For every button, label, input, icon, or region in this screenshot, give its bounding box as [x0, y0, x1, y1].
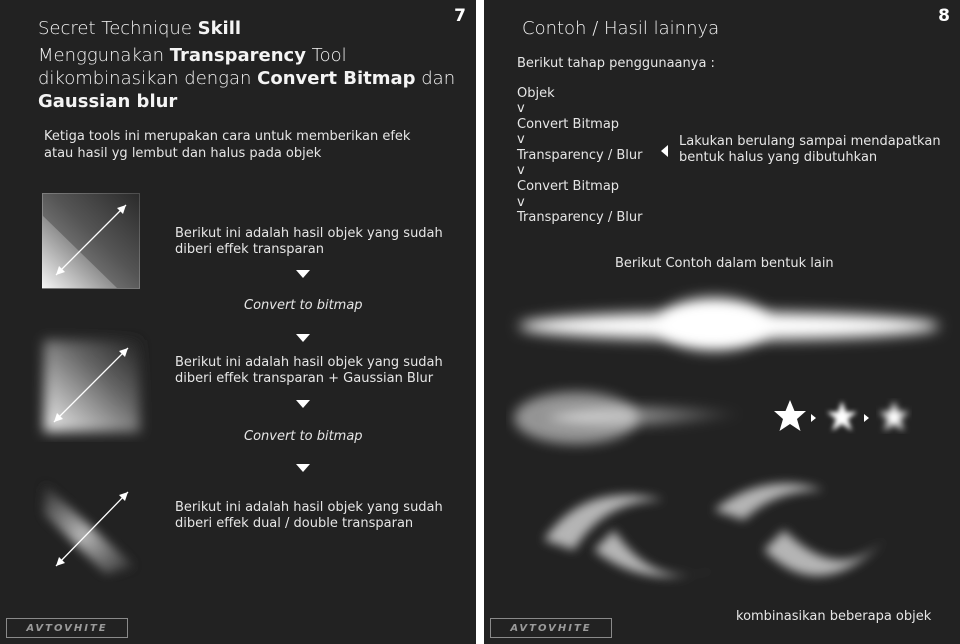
slide-page-7 [0, 0, 476, 644]
step3-line-2: diberi effek dual / double transparan [175, 516, 414, 531]
note-line-1: Lakukan berulang sampai mendapatkan [679, 134, 941, 149]
brand-logo [6, 618, 128, 638]
transparent-square-image [42, 193, 140, 289]
step-item: Transparency / Blur [517, 148, 643, 163]
arrow-right-icon [811, 414, 816, 422]
arrow-right-icon [864, 414, 869, 422]
step-item: Convert Bitmap [517, 179, 620, 194]
step-item: Transparency / Blur [517, 210, 643, 225]
page-title: Contoh / Hasil lainnya [522, 18, 720, 39]
dual-transparent-image [30, 470, 154, 582]
step-item: v [517, 163, 525, 178]
step-item: v [517, 132, 525, 147]
step3-line-1: Berikut ini adalah hasil objek yang sudah [175, 500, 443, 515]
intro-line-1: Ketiga tools ini merupakan cara untuk memberikan efek [44, 129, 411, 144]
title-text: Secret Technique [38, 18, 198, 39]
title-line-2 [38, 45, 347, 66]
title-line-1 [38, 18, 241, 39]
title-text: Menggunakan [38, 45, 170, 66]
swirl-combination-image [524, 470, 924, 610]
brand-logo [490, 618, 612, 638]
step2-line-2: diberi effek transparan + Gaussian Blur [175, 371, 434, 386]
combine-caption: kombinasikan beberapa objek [736, 609, 932, 624]
subtitle: Berikut tahap penggunaanya : [517, 56, 715, 71]
star-soft-icon [820, 396, 864, 440]
title-text: dan [415, 68, 456, 89]
title-bold: Transparency [169, 45, 306, 66]
intro-line-2: atau hasil yg lembut dan halus pada objek [44, 146, 322, 161]
comet-streak-image [506, 378, 756, 458]
arrow-down-icon [296, 400, 310, 408]
title-line-3 [38, 68, 455, 89]
arrow-down-icon [296, 334, 310, 342]
title-bold: Skill [197, 18, 242, 39]
title-text: Tool [305, 45, 347, 66]
page-number: 7 [454, 6, 466, 26]
glow-lens-image [504, 282, 954, 372]
arrow-down-icon [296, 270, 310, 278]
slide-page-8 [484, 0, 960, 644]
star-sharp-icon [770, 398, 810, 438]
step1-line-2: diberi effek transparan [175, 242, 325, 257]
step2-line-1: Berikut ini adalah hasil objek yang sudah [175, 355, 443, 370]
page-number: 8 [938, 6, 950, 26]
example-caption: Berikut Contoh dalam bentuk lain [615, 256, 834, 271]
logo-text: AVTOVHITE [26, 622, 108, 634]
blurred-square-image [30, 326, 152, 442]
title-text: dikombinasikan dengan [38, 68, 258, 89]
logo-text: AVTOVHITE [510, 622, 592, 634]
step-item: Convert Bitmap [517, 117, 620, 132]
title-bold: Convert Bitmap [257, 68, 416, 89]
star-blurred-icon [872, 396, 916, 440]
step1-line-1: Berikut ini adalah hasil objek yang sudah [175, 226, 443, 241]
title-line-4 [38, 91, 177, 112]
arrow-down-icon [296, 464, 310, 472]
convert-label-1: Convert to bitmap [244, 298, 363, 313]
note-line-2: bentuk halus yang dibutuhkan [679, 150, 878, 165]
convert-label-2: Convert to bitmap [244, 429, 363, 444]
title-bold: Gaussian blur [38, 91, 178, 112]
arrow-left-icon [661, 145, 668, 157]
step-item: Objek [517, 86, 555, 101]
step-item: v [517, 195, 525, 210]
step-item: v [517, 101, 525, 116]
